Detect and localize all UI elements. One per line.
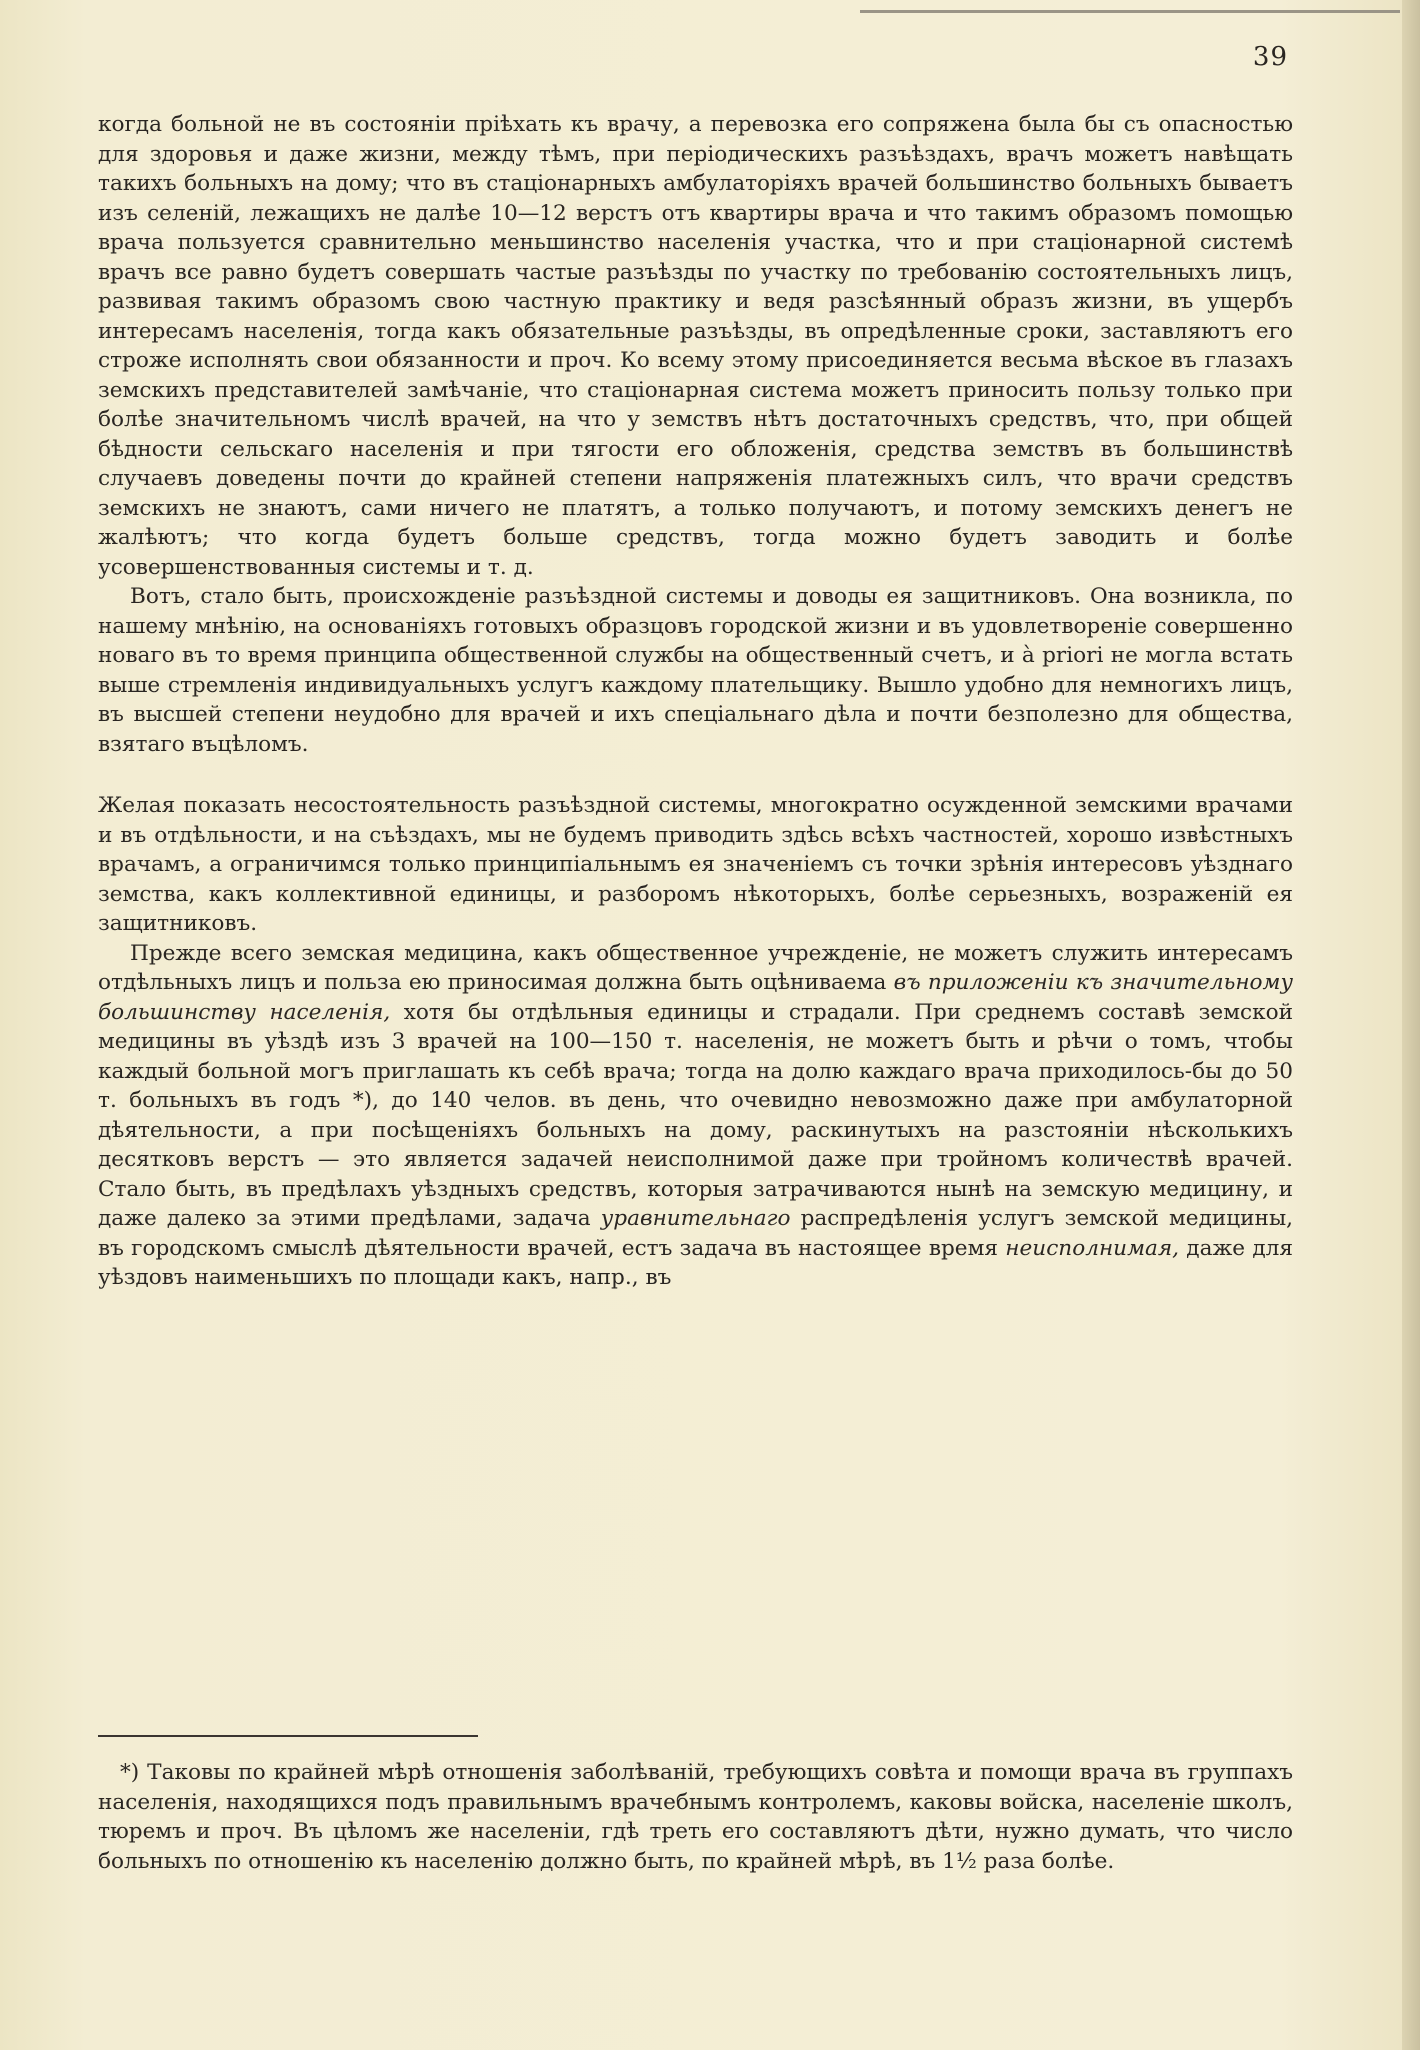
top-rule (860, 10, 1400, 13)
paragraph-4 (98, 939, 1293, 1293)
paragraph-4-part-d: даже для уѣздовъ наименьшихъ по площади какъ, напр., въ (98, 1235, 1293, 1290)
footnote-text: *) Таковы по крайней мѣрѣ отношенiя заболѣванiй, требующихъ совѣта и помощи врача въ группахъ населенiя, находящихся подъ правильнымъ врачебнымъ контролемъ, каковы войска, населенiе школъ, тюремъ и проч. Въ цѣломъ же населенiи, гдѣ треть его составляютъ дѣти, нужно думать, что число больныхъ по отношенiю къ населенiю должно быть, по крайней мѣрѣ, въ 1½ раза болѣе. (98, 1760, 1293, 1874)
paragraph-2: Вотъ, стало быть, происхожденiе разъѣздной системы и доводы ея защитниковъ. Она возникла, по нашему мнѣнiю, на основанiяхъ готовыхъ образцовъ городской жизни и въ удовлетворенiе совершенно новаго въ то время принципа общественной службы на общественный счетъ, и à priori не могла встать выше стремленiя индивидуальныхъ услугъ каждому плательщику. Вышло удобно для немногихъ лицъ, въ высшей степени неудобно для врачей и ихъ спецiальнаго дѣла и почти безполезно для общества, взятаго въцѣломъ. (98, 584, 1293, 757)
paragraph-3: Желая показать несостоятельность разъѣздной системы, многократно осужденной земскими врачами и въ отдѣльности, и на съѣздахъ, мы не будемъ приводить здѣсь всѣхъ частностей, хорошо извѣстныхъ врачамъ, а ограничимся только принципiальнымъ ея значенiемъ съ точки зрѣнiя интересовъ уѣзднаго земства, какъ коллективной единицы, и разборомъ нѣкоторыхъ, болѣе серьезныхъ, возраженiй ея защитниковъ. (98, 793, 1293, 936)
paragraph-1: когда больной не въ состоянiи прiѣхать къ врачу, а перевозка его сопряжена была бы съ опасностью для здоровья и даже жизни, между тѣмъ, при перiодическихъ разъѣздахъ, врачъ можетъ навѣщать такихъ больныхъ на дому; что въ стацiонарныхъ амбулаторiяхъ врачей большинство больныхъ бываетъ изъ селенiй, лежащихъ не далѣе 10—12 верстъ отъ квартиры врача и что такимъ образомъ помощью врача пользуется сравнительно меньшинство населенiя участка, что и при стацiонарной системѣ врачъ все равно будетъ совершать частые разъѣзды по участку по требованiю состоятельныхъ лицъ, развивая такимъ образомъ свою частную практику и ведя разсѣянный образъ жизни, въ ущербъ интересамъ населенiя, тогда какъ обязательные разъѣзды, въ опредѣленные сроки, заставляютъ его строже исполнять свои обязанности и проч. Ко всему этому присоединяется весьма вѣское въ глазахъ земскихъ представителей замѣчанiе, что стацiонарная система можетъ приносить пользу только при болѣе значительномъ числѣ врачей, на что у земствъ нѣтъ достаточныхъ средствъ, что, при общей бѣдности сельскаго населенiя и при тягости его обложенiя, средства земствъ въ большинствѣ случаевъ доведены почти до крайней степени напряженiя платежныхъ силъ, что врачи средствъ земскихъ не знаютъ, сами ничего не платятъ, а только получаютъ, и потому земскихъ денегъ не жалѣютъ; что когда будетъ больше средствъ, тогда можно будетъ заводить и болѣе усовершенствованныя системы и т. д. (98, 112, 1293, 580)
page-edge (1402, 0, 1420, 2050)
paragraph-4-emphasis-1: въ приложенiи къ значительному большинству населенiя, (98, 970, 1293, 1025)
main-text (98, 110, 1293, 1293)
paragraph-4-part-c: распредѣленiя услугъ земской медицины, въ городскомъ смыслѣ дѣятельности врачей, естъ задача въ настоящее время (98, 1206, 1293, 1261)
paragraph-4-emphasis-2: уравнительнаго (600, 1206, 791, 1231)
paragraph-4-emphasis-3: неисполнимая, (1005, 1235, 1180, 1261)
footnote-divider (98, 1735, 478, 1737)
paragraph-4-part-b: хотя бы отдѣльныя единицы и страдали. При среднемъ составѣ земской медицины въ уѣздѣ изъ 3 врачей на 100—150 т. населенiя, не можетъ быть и рѣчи о томъ, чтобы каждый больной могъ приглашать къ себѣ врача; тогда на долю каждаго врача приходилось-бы до 50 т. больныхъ въ годъ *), до 140 челов. въ день, что очевидно невозможно даже при амбулаторной дѣятельности, а при посѣщенiяхъ больныхъ на дому, раскинутыхъ на разстоянiи нѣсколькихъ десятковъ верстъ — это является задачей неисполнимой даже при тройномъ количествѣ врачей. Стало быть, въ предѣлахъ уѣздныхъ средствъ, которыя затрачиваются нынѣ на земскую медицину, и даже далеко за этими предѣлами, задача (98, 999, 1293, 1231)
page-number: 39 (1252, 42, 1288, 72)
paragraph-4-part-a: Прежде всего земская медицина, какъ общественное учрежденiе, не можетъ служить интересамъ отдѣльныхъ лицъ и польза ею приносимая должна быть оцѣниваема (98, 940, 1293, 995)
footnote (98, 1758, 1293, 1876)
